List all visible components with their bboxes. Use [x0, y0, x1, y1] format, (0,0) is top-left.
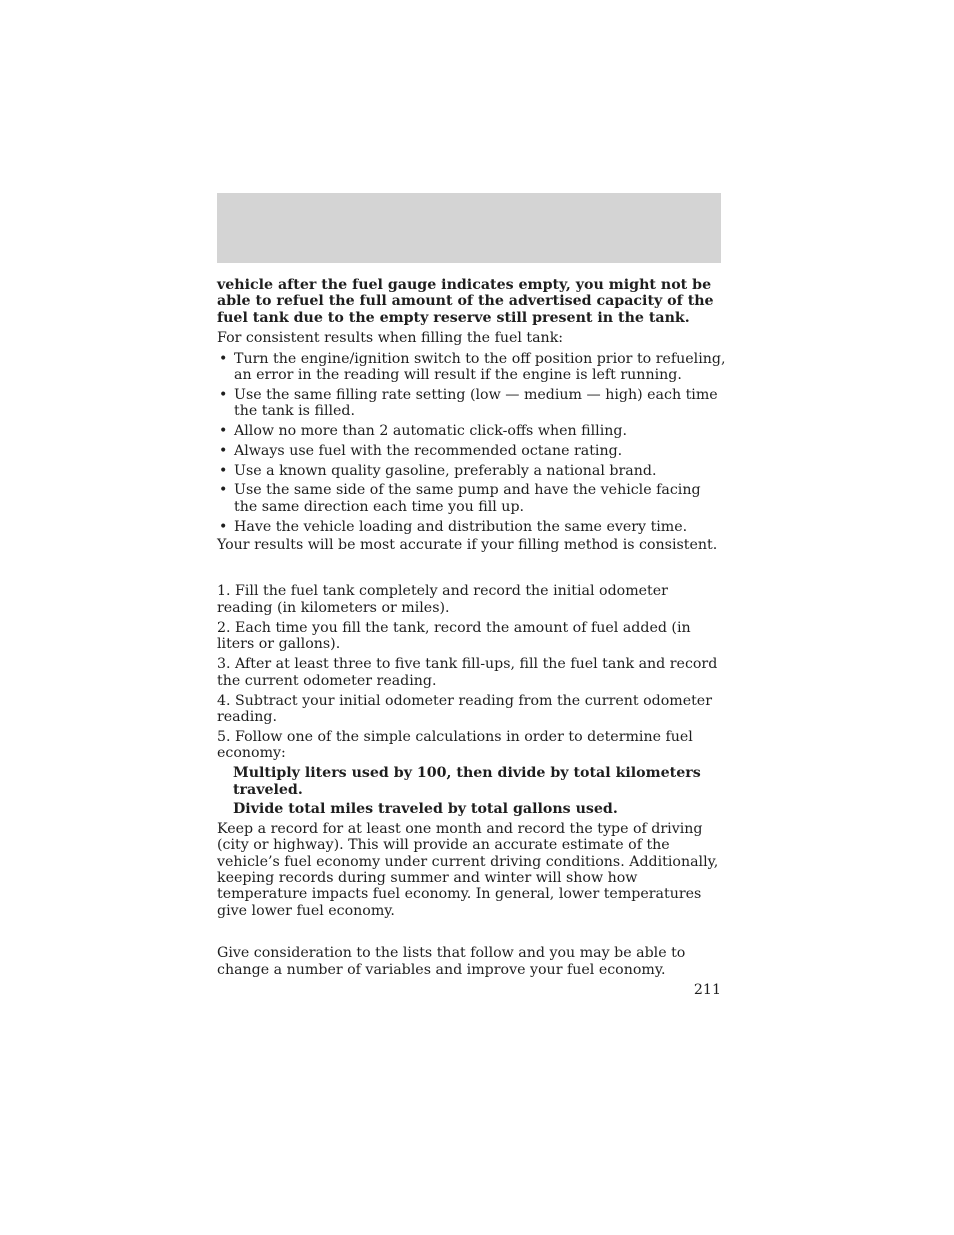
- bullet-icon: •: [219, 423, 228, 440]
- consideration-paragraph: Give consideration to the lists that follow and you may be able to change a number of variables and improve your fuel economy.: [217, 945, 686, 978]
- list-item: • Use the same filling rate setting (low — medium — high) each time the tank is filled.: [219, 386, 718, 420]
- consistent-results-lead: For consistent results when filling the fuel tank:: [217, 330, 564, 347]
- list-item: 2. Each time you fill the tank, record the amount of fuel added (in liters or gallons).: [217, 619, 691, 653]
- record-keeping-paragraph: Keep a record for at least one month and record the type of driving (city or highway). This will provide an accurate estimate of the vehicle’s fuel economy under current driving conditions. Additionally, keeping records during summer and winter will show how temperature impacts fuel economy. In general, lower temperatures give lower fuel economy.: [217, 820, 719, 919]
- section-header-band: [217, 193, 721, 263]
- fuel-economy-steps: [217, 583, 727, 761]
- bullet-icon: •: [219, 350, 228, 367]
- list-item: • Use a known quality gasoline, preferably a national brand.: [219, 462, 657, 479]
- imperial-formula: Divide total miles traveled by total gallons used.: [233, 801, 618, 818]
- list-item: • Always use fuel with the recommended octane rating.: [219, 442, 623, 459]
- list-item: 1. Fill the fuel tank completely and record the initial odometer reading (in kilometers or miles).: [217, 583, 668, 616]
- consistent-results-closing: Your results will be most accurate if your filling method is consistent.: [217, 537, 718, 554]
- list-item: 5. Follow one of the simple calculations in order to determine fuel economy:: [217, 729, 693, 762]
- list-item: • Have the vehicle loading and distribution the same every time.: [219, 518, 688, 535]
- list-item: • Use the same side of the same pump and have the vehicle facing the same direction each time you fill up.: [219, 482, 701, 515]
- intro-warning-text: vehicle after the fuel gauge indicates empty, you might not be able to refuel the full amount of the advertised capacity of the fuel tank due to the empty reserve still present in the tank.: [217, 277, 714, 326]
- list-item: • Allow no more than 2 automatic click-offs when filling.: [219, 423, 627, 440]
- bullet-icon: •: [219, 482, 228, 499]
- bullet-icon: •: [219, 442, 228, 459]
- list-item: 3. After at least three to five tank fill-ups, fill the fuel tank and record the current odometer reading.: [217, 656, 718, 689]
- page-content: [217, 277, 727, 978]
- bullet-icon: •: [219, 462, 228, 479]
- bullet-icon: •: [219, 518, 228, 535]
- list-item: • Turn the engine/ignition switch to the off position prior to refueling, an error in the reading will result if the engine is left running.: [219, 350, 726, 384]
- calculation-formulas: [217, 765, 727, 817]
- filling-tips-list: [217, 351, 727, 535]
- list-item: 4. Subtract your initial odometer reading from the current odometer reading.: [217, 692, 712, 726]
- metric-formula: Multiply liters used by 100, then divide by total kilometers traveled.: [233, 765, 701, 798]
- bullet-icon: •: [219, 386, 228, 403]
- page-number: 211: [693, 982, 721, 998]
